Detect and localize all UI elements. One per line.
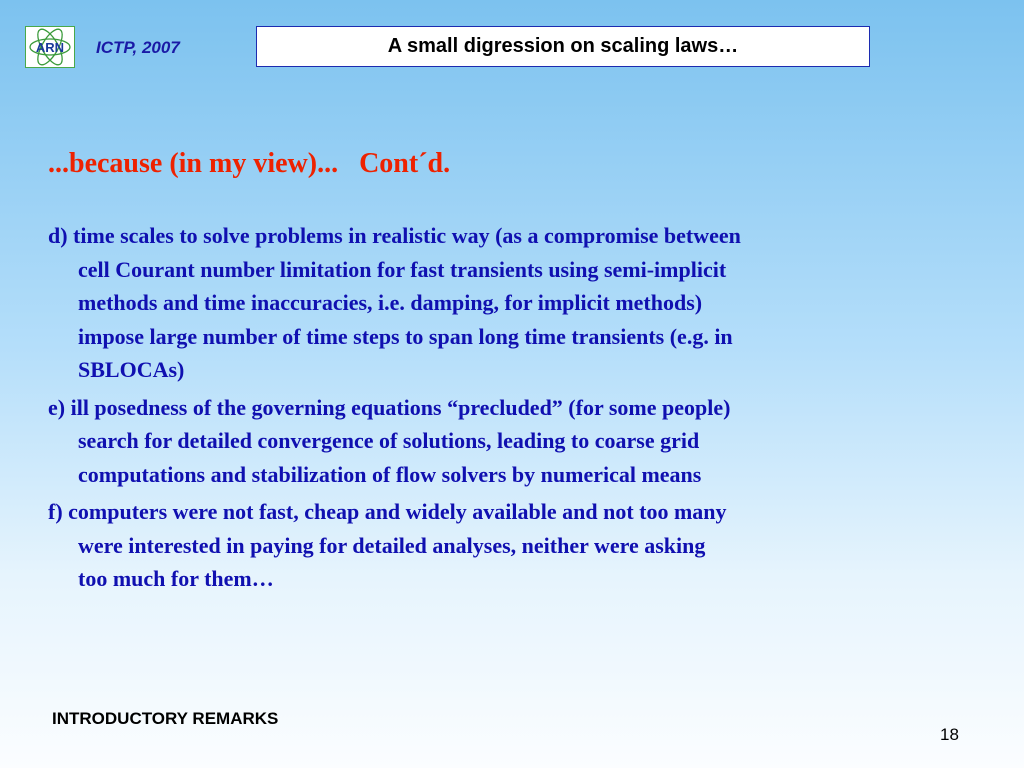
footer-section-label: INTRODUCTORY REMARKS [52, 709, 279, 728]
bullet-line: SBLOCAs) [78, 357, 185, 382]
arn-logo [25, 26, 75, 68]
bullet-line: f) computers were not fast, cheap and widely available and not too many [48, 499, 727, 524]
bullet-item-d [48, 219, 988, 387]
conference-label: ICTP, 2007 [96, 38, 180, 57]
slide-subtitle: ...because (in my view)... Cont´d. [48, 148, 451, 179]
logo-text: ARN [35, 40, 65, 55]
slide-title-text: A small digression on scaling laws… [387, 35, 739, 57]
bullet-line: methods and time inaccuracies, i.e. damping, for implicit methods) [78, 290, 703, 315]
bullet-line: search for detailed convergence of solutions, leading to coarse grid [78, 428, 700, 453]
bullet-line: impose large number of time steps to span long time transients (e.g. in [78, 323, 733, 349]
bullet-item-e [48, 391, 988, 492]
bullet-item-f [48, 495, 988, 596]
slide-content [48, 219, 988, 600]
bullet-line: d) time scales to solve problems in realistic way (as a compromise between [48, 223, 741, 248]
slide-title [256, 26, 870, 67]
bullet-line: were interested in paying for detailed analyses, neither were asking [78, 532, 706, 558]
bullet-line: too much for them… [78, 566, 274, 591]
bullet-line: computations and stabilization of flow solvers by numerical means [78, 461, 702, 487]
bullet-line: cell Courant number limitation for fast transients using semi-implicit [78, 256, 727, 282]
page-number: 18 [940, 725, 959, 744]
bullet-line: e) ill posedness of the governing equations “precluded” (for some people) [48, 394, 731, 420]
